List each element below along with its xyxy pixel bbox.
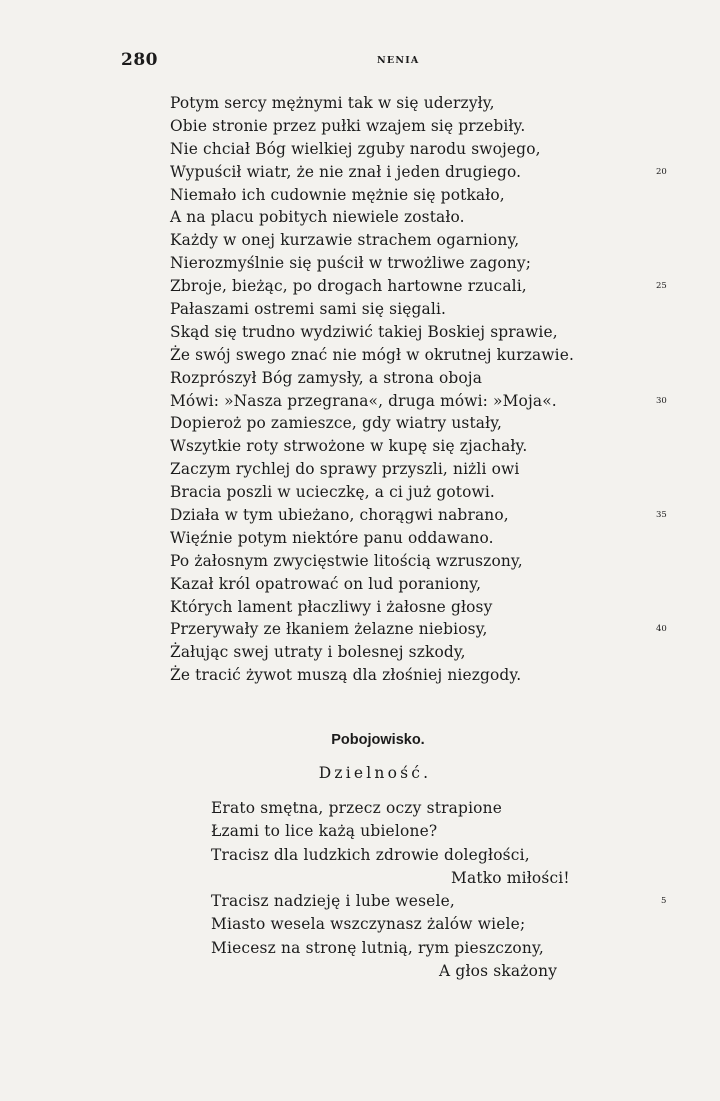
poem-line-text: Tracisz dla ludzkich zdrowie doległości, xyxy=(211,845,530,864)
poem-line xyxy=(170,390,667,413)
poem-line-text: Nie chciał Bóg wielkiej zguby narodu swojego, xyxy=(170,139,541,158)
line-number: 5 xyxy=(661,896,667,907)
poem-line-text: Bracia poszli w ucieczkę, a ci już gotowi. xyxy=(170,483,495,502)
poem-line xyxy=(211,890,671,913)
poem-line-text: Że tracić żywot muszą dla złośniej niezgody. xyxy=(170,666,522,685)
poem-line-text: Rozprószył Bóg zamysły, a strona oboja xyxy=(170,368,483,387)
poem-subtitle: Dzielność. xyxy=(318,764,432,782)
poem-line-text: Których lament płaczliwy i żałosne głosy xyxy=(170,597,493,616)
poem-line-text: A głos skażony xyxy=(439,962,558,981)
poem-line xyxy=(170,229,640,252)
poem-line xyxy=(170,115,640,138)
section-title: Pobojowisko. xyxy=(331,732,425,748)
poem-line xyxy=(170,596,640,619)
poem-line-text: Działa w tym ubieżano, chorągwi nabrano, xyxy=(170,506,509,525)
poem-line-text: Tracisz nadzieję i lube wesele, xyxy=(211,892,456,911)
poem-line-text: Przerywały ze łkaniem żelazne niebiosy, xyxy=(170,620,488,639)
poem-line-text: Łzami to lice każą ubielone? xyxy=(211,822,438,841)
poem-line xyxy=(170,504,667,527)
poem-line xyxy=(211,797,671,820)
line-number: 35 xyxy=(656,510,667,521)
poem-line-text: Żałując swej utraty i bolesnej szkody, xyxy=(170,643,466,662)
poem-line-text: Erato smętna, przecz oczy strapione xyxy=(211,799,503,817)
poem-line xyxy=(211,820,671,843)
poem-line-text: Zbroje, bieżąc, po drogach hartowne rzucali, xyxy=(170,277,527,296)
poem-line-text: Miasto wesela wszczynasz żalów wiele; xyxy=(211,915,526,934)
poem-line xyxy=(170,412,640,435)
poem-line xyxy=(170,550,640,573)
poem-line xyxy=(170,573,640,596)
poem-line-text: Zaczym rychlej do sprawy przyszli, niżli owi xyxy=(170,460,520,479)
poem-line-text: Niemało ich cudownie mężnie się potkało, xyxy=(170,185,505,204)
poem-line-text: Wypuścił wiatr, że nie znał i jeden drugiego. xyxy=(170,162,522,181)
poem-line-text: Matko miłości! xyxy=(451,868,570,887)
poem-line-text: Dopieroż po zamieszce, gdy wiatry ustały, xyxy=(170,414,503,433)
poem-line xyxy=(170,458,640,481)
poem-line xyxy=(170,664,640,687)
poem-line xyxy=(170,161,667,184)
poem-line-text: Obie stronie przez pułki wzajem się przebiły. xyxy=(170,116,526,135)
line-number: 25 xyxy=(656,281,667,292)
poem-line xyxy=(170,252,640,275)
poem-line-text: A na placu pobitych niewiele zostało. xyxy=(170,208,465,227)
poem-line xyxy=(170,298,640,321)
poem-line xyxy=(170,641,640,664)
page-number: 280 xyxy=(121,50,158,70)
poem-line xyxy=(170,321,640,344)
poem-line xyxy=(170,344,640,367)
poem-line xyxy=(211,913,671,936)
line-number: 20 xyxy=(656,166,667,177)
poem-line-text: Każdy w onej kurzawie strachem ogarniony, xyxy=(170,231,520,250)
line-number: 40 xyxy=(656,624,667,635)
poem-main xyxy=(170,92,667,687)
poem-line xyxy=(170,206,640,229)
poem-second xyxy=(211,797,671,983)
poem-line-text: Potym sercy mężnymi tak w się uderzyły, xyxy=(170,94,495,112)
poem-line xyxy=(211,867,671,890)
poem-line xyxy=(170,275,667,298)
poem-line xyxy=(211,960,671,983)
poem-line xyxy=(170,92,640,115)
poem-line xyxy=(170,435,640,458)
poem-line xyxy=(170,618,667,641)
poem-line-text: Więźnie potym niektóre panu oddawano. xyxy=(170,528,494,547)
poem-line xyxy=(170,527,640,550)
poem-line-text: Wszytkie roty strwożone w kupę się zjachały. xyxy=(170,437,528,456)
running-head: NENIA xyxy=(377,55,420,66)
poem-line xyxy=(170,184,640,207)
poem-line-text: Że swój swego znać nie mógł w okrutnej kurzawie. xyxy=(170,345,574,364)
poem-line xyxy=(170,367,640,390)
poem-line-text: Mówi: »Nasza przegrana«, druga mówi: »Moja«. xyxy=(170,391,557,410)
poem-line-text: Pałaszami ostremi sami się sięgali. xyxy=(170,300,447,319)
poem-line xyxy=(170,138,640,161)
poem-line-text: Po żałosnym zwycięstwie litością wzruszony, xyxy=(170,551,523,570)
poem-line-text: Miecesz na stronę lutnią, rym pieszczony, xyxy=(211,938,544,957)
poem-line-text: Nierozmyślnie się puścił w trwożliwe zagony; xyxy=(170,254,532,273)
poem-line xyxy=(170,481,640,504)
line-number: 30 xyxy=(656,395,667,406)
poem-line-text: Kazał król opatrować on lud poraniony, xyxy=(170,574,482,593)
poem-line-text: Skąd się trudno wydziwić takiej Boskiej sprawie, xyxy=(170,322,558,341)
poem-line xyxy=(211,937,671,960)
poem-line xyxy=(211,844,671,867)
